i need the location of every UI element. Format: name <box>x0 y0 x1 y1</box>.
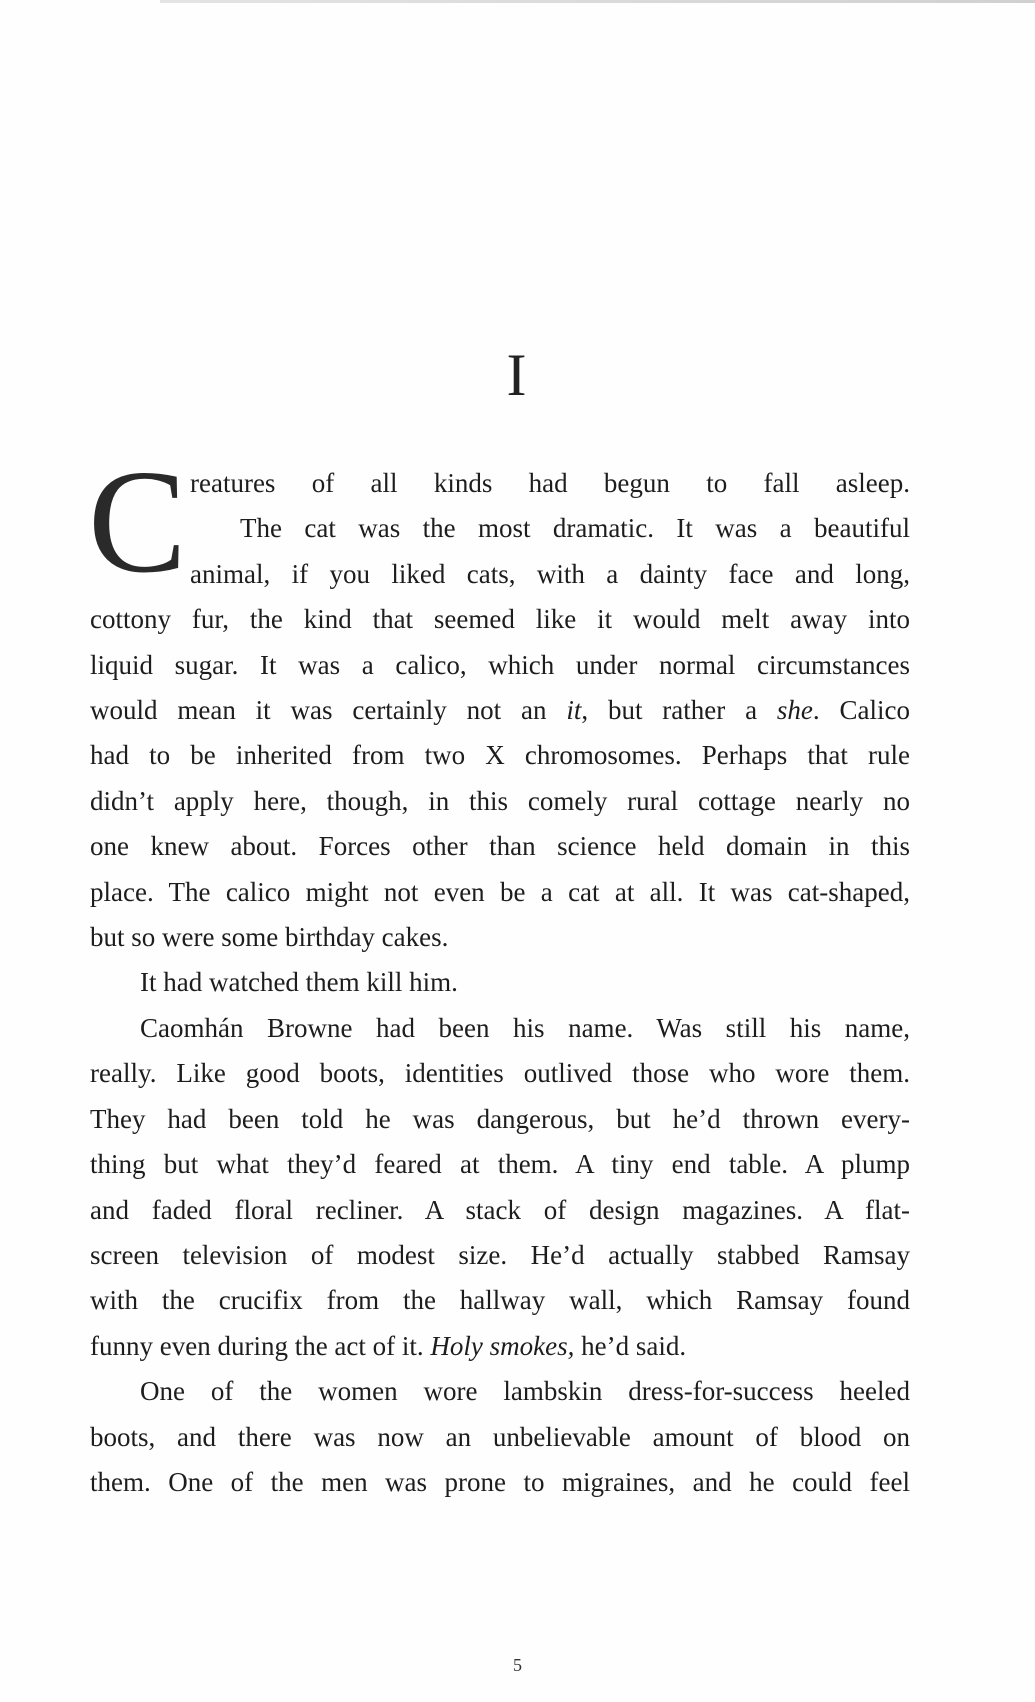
italic-phrase: Holy smokes, <box>430 1330 575 1361</box>
text-line: They had been told he was dangerous, but he’d thrown every- <box>90 1103 910 1134</box>
text-segment: funny even during the act of it. <box>90 1330 431 1361</box>
text-line: boots, and there was now an unbelievable amount of blood on <box>90 1421 910 1452</box>
italic-word: she <box>776 695 813 726</box>
text-line: One of the women wore lambskin dress-for-success heeled <box>140 1376 910 1407</box>
text-line: place. The calico might not even be a cat at all. It was cat-shaped, <box>90 876 910 907</box>
text-line: one knew about. Forces other than science held domain in this <box>90 831 910 862</box>
text-line: and faded floral recliner. A stack of design magazines. A flat- <box>90 1194 910 1225</box>
page-number: 5 <box>513 1655 522 1675</box>
text-line: really. Like good boots, identities outlived those who wore them. <box>90 1058 910 1089</box>
page-edge-shadow <box>160 0 1035 3</box>
text-line: didn’t apply here, though, in this comely rural cottage nearly no <box>90 785 910 816</box>
text-line: but so were some birthday cakes. <box>90 922 449 953</box>
text-line: liquid sugar. It was a calico, which under normal circumstances <box>90 649 910 680</box>
text-line: with the crucifix from the hallway wall, which Ramsay found <box>90 1285 910 1316</box>
text-line: Caomhán Browne had been his name. Was still his name, <box>140 1012 910 1043</box>
italic-word: it <box>566 695 582 726</box>
text-segment: he’d said. <box>574 1330 687 1361</box>
text-line: had to be inherited from two X chromosomes. Perhaps that rule <box>90 740 910 771</box>
text-line: reatures of all kinds had begun to fall asleep. <box>190 468 910 498</box>
text-line: The cat was the most dramatic. It was a beautiful <box>240 513 910 544</box>
text-segment: , but rather a <box>581 695 777 726</box>
text-line: them. One of the men was prone to migraines, and he could feel <box>90 1466 910 1497</box>
text-segment: . Calico <box>812 695 910 726</box>
text-line: screen television of modest size. He’d actually stabbed Ramsay <box>90 1239 910 1270</box>
text-segment: would mean it was certainly not an <box>90 695 567 726</box>
text-line <box>90 1324 910 1369</box>
text-line: thing but what they’d feared at them. A tiny end table. A plump <box>90 1149 910 1180</box>
text-line: It had watched them kill him. <box>140 967 458 998</box>
chapter-number: I <box>506 342 529 408</box>
text-line: animal, if you liked cats, with a dainty face and long, <box>190 558 910 589</box>
chapter-body <box>90 461 910 1505</box>
text-line <box>90 688 910 733</box>
drop-cap: C <box>88 440 187 604</box>
text-line: cottony fur, the kind that seemed like it would melt away into <box>90 604 910 635</box>
